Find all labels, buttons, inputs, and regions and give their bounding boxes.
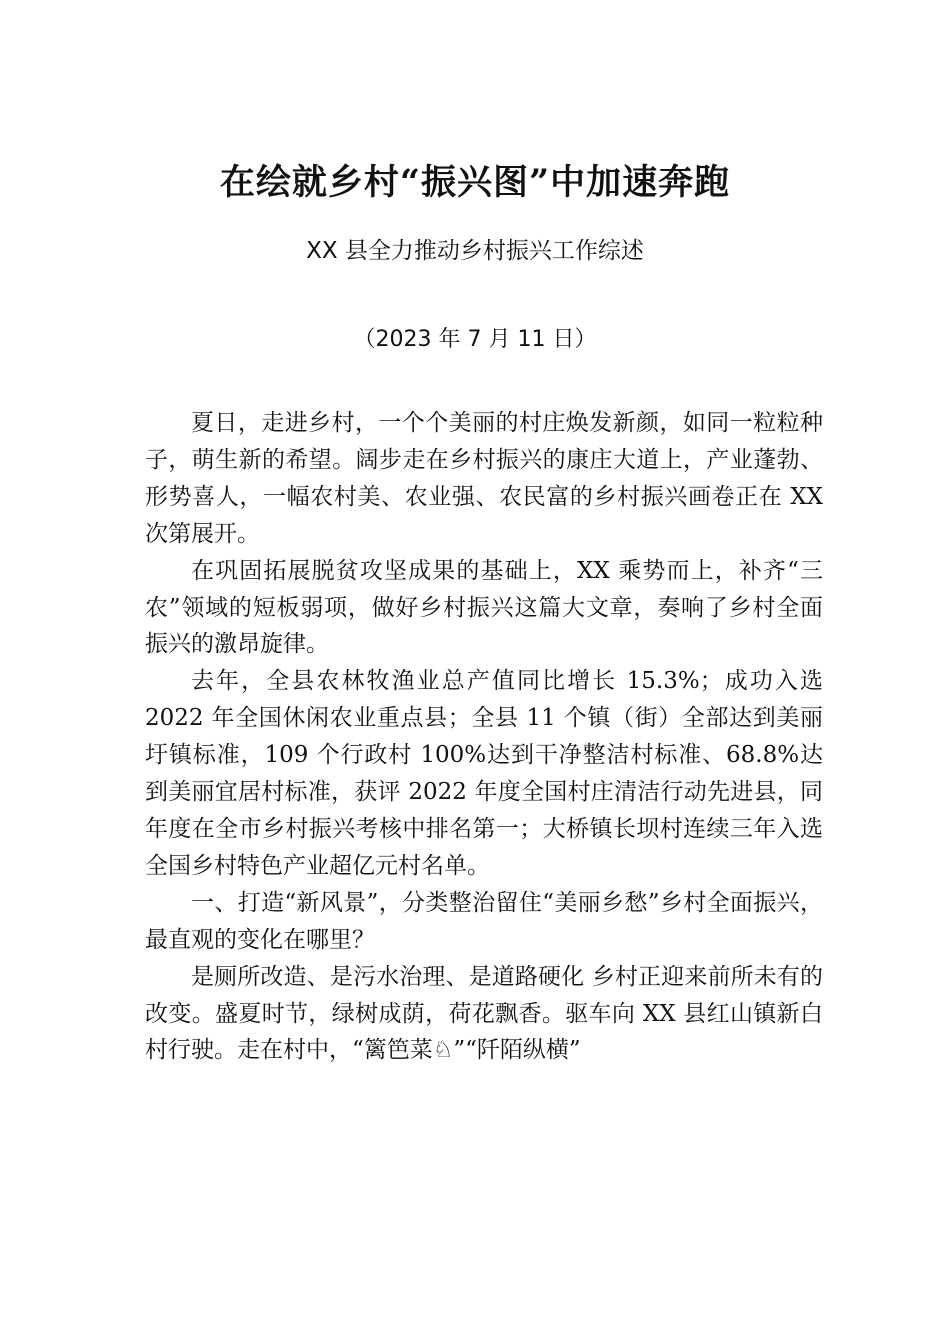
document-title: 在绘就乡村“振兴图”中加速奔跑 xyxy=(219,162,731,203)
paragraph: 夏日，走进乡村，一个个美丽的村庄焕发新颜，如同一粒粒种子，萌生新的希望。阔步走在乡村振兴的康庄大道上，产业蓬勃、形势喜人，一幅农村美、农业强、农民富的乡村振兴画卷正在 XX 次第展开。 xyxy=(145,410,823,547)
document-date: （2023 年 7 月 11 日） xyxy=(353,327,597,352)
section-heading-paragraph: 一、打造“新风景”，分类整治留住“美丽乡愁”乡村全面振兴，最直观的变化在哪里？ xyxy=(145,889,823,953)
paragraph: 去年，全县农林牧渔业总产值同比增长 15.3%；成功入选 2022 年全国休闲农业重点县；全县 11 个镇（街）全部达到美丽圩镇标准，109 个行政村 100%达到干净整洁村标准、68.8%达到美丽宜居村标准，获评 2022 年度全国村庄清洁行动先进县，同年度在全市乡村振兴考核中排名第一；大桥镇长坝村连续三年入选全国乡村特色产业超亿元村名单。 xyxy=(145,668,823,879)
paragraph: 在巩固拓展脱贫攻坚成果的基础上，XX 乘势而上，补齐“三农”领域的短板弱项，做好乡村振兴这篇大文章，奏响了乡村全面振兴的激昂旋律。 xyxy=(145,557,823,658)
paragraph: 是厕所改造、是污水治理、是道路硬化 乡村正迎来前所未有的改变。盛夏时节，绿树成荫，荷花飘香。驱车向 XX 县红山镇新白村行驶。走在村中，“篱笆菜♘”“阡陌纵横” xyxy=(145,963,823,1064)
document-subtitle: XX 县全力推动乡村振兴工作综述 xyxy=(306,238,644,264)
document-body xyxy=(145,405,823,1069)
